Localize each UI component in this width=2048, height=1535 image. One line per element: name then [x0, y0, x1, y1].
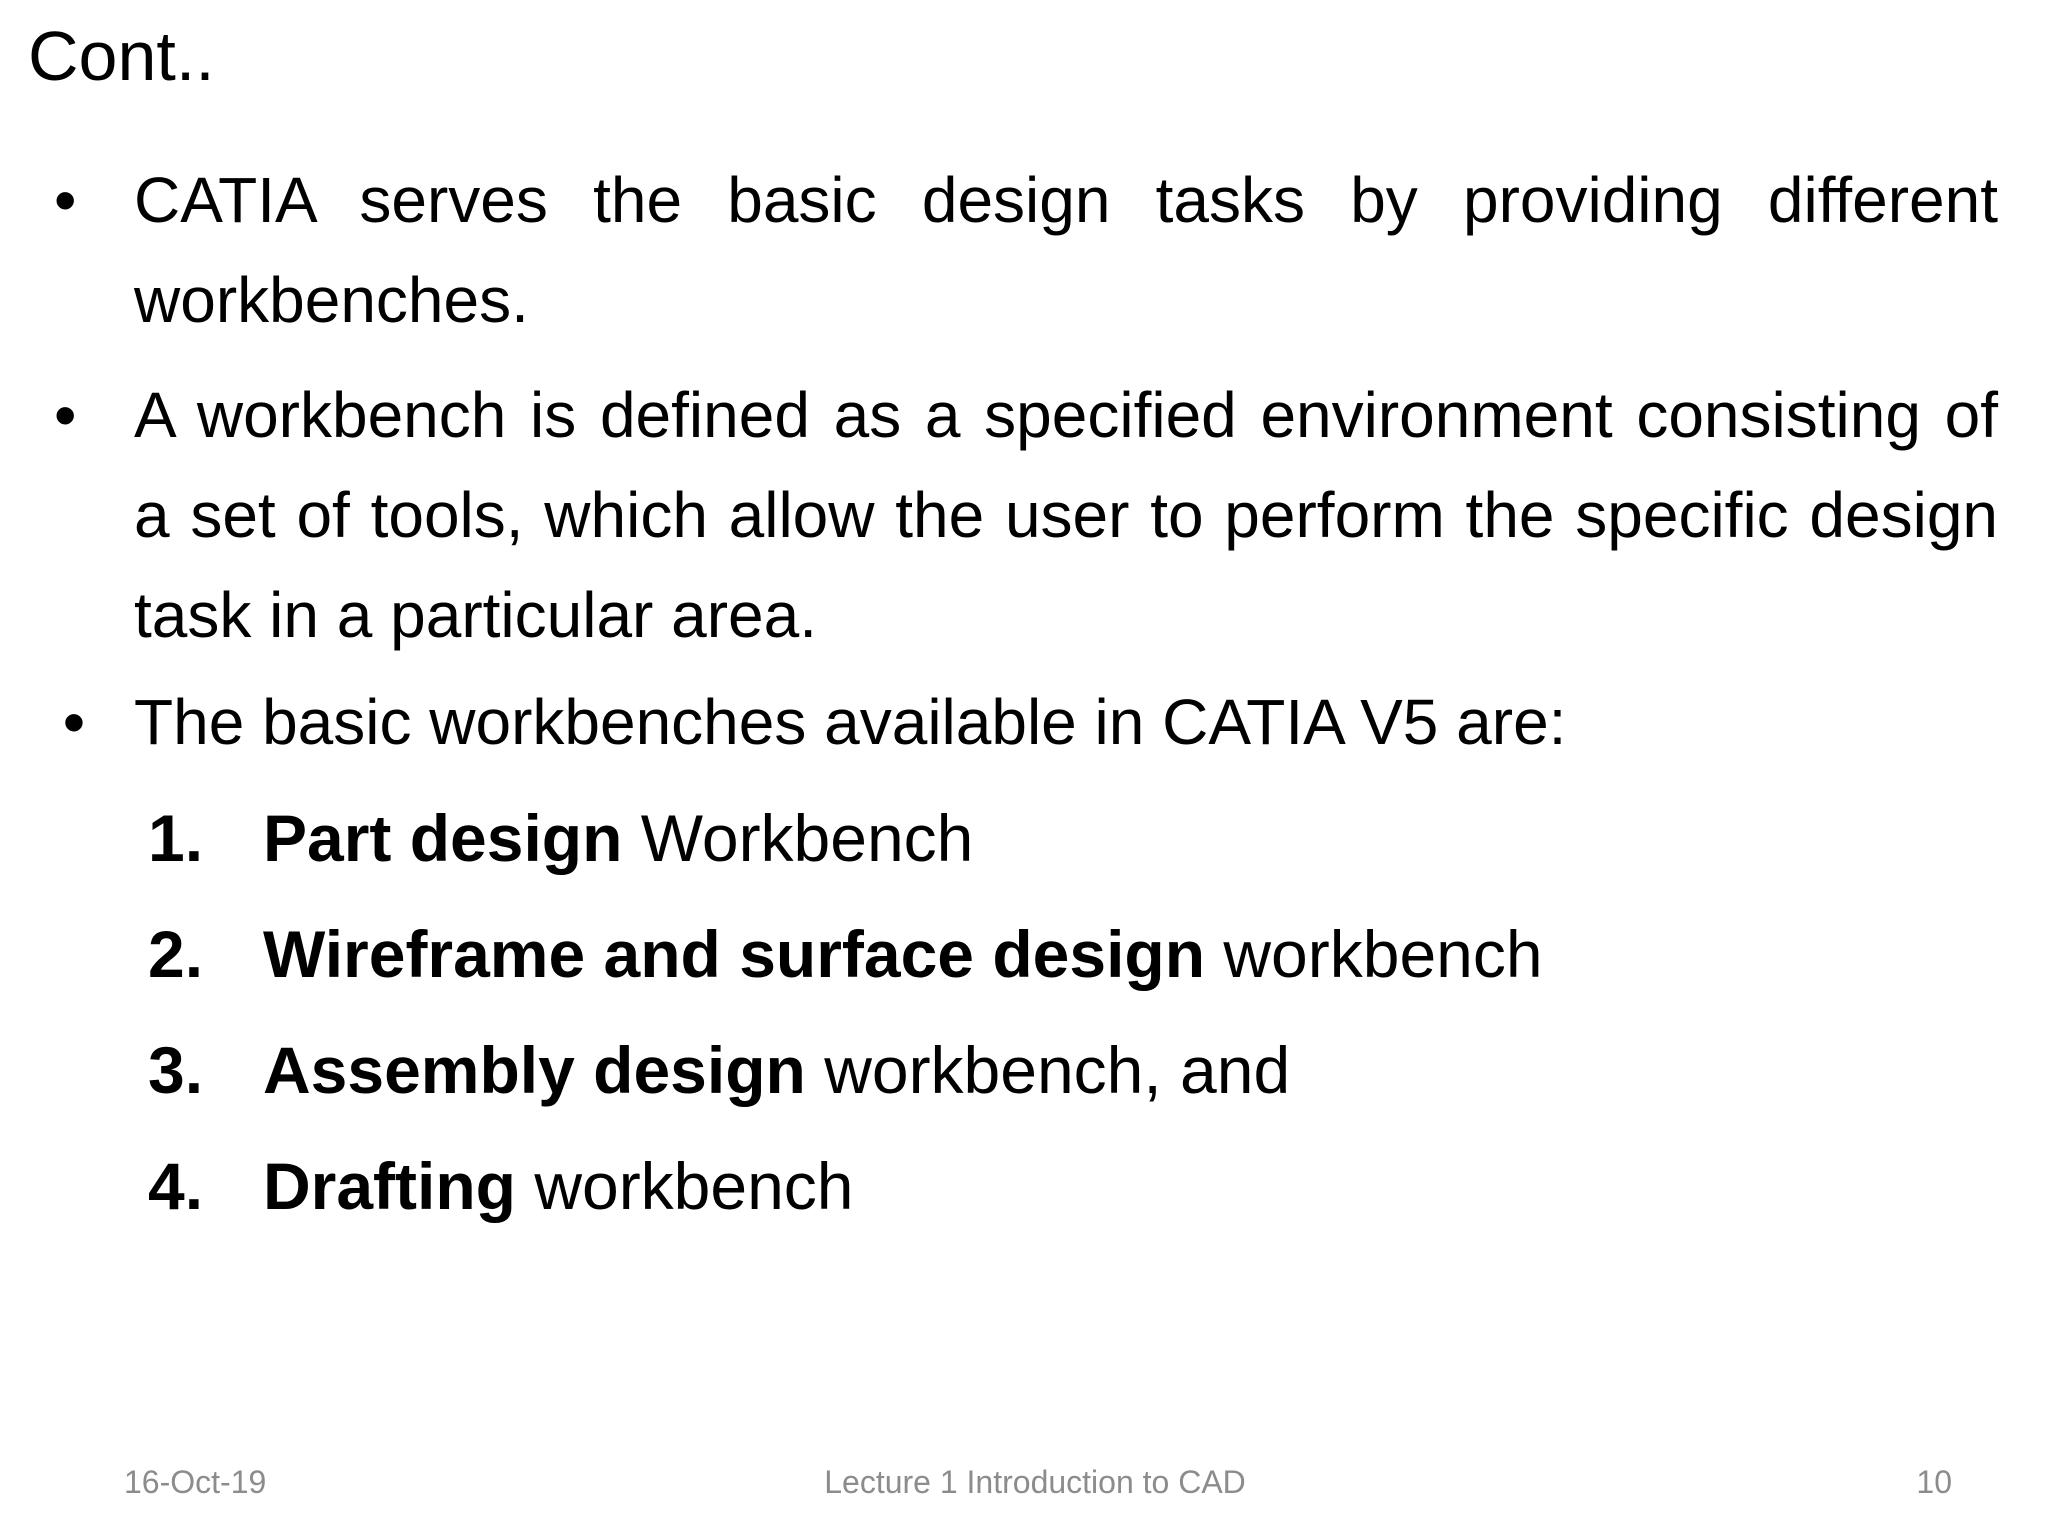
- workbench-suffix: workbench, and: [805, 1033, 1291, 1107]
- list-number: 4.: [148, 1149, 204, 1223]
- slide-title: Cont..: [28, 17, 215, 95]
- list-number: 1.: [148, 801, 204, 875]
- bullet-dot-icon: •: [62, 686, 86, 758]
- workbench-name: Wireframe and surface design: [263, 917, 1206, 991]
- workbench-suffix: workbench: [1205, 917, 1543, 991]
- bullet-dot-icon: •: [54, 379, 77, 451]
- workbench-suffix: workbench: [515, 1149, 854, 1223]
- numbered-list-item: [148, 904, 1948, 1004]
- bullet-dot-icon: •: [54, 164, 77, 236]
- workbench-suffix: Workbench: [622, 801, 974, 875]
- footer-date: 16-Oct-19: [124, 1464, 267, 1500]
- bullet-text: A workbench is defined as a specified environment consisting of a set of tools, which allow the user to perform the specific design task in a particular area.: [134, 379, 1998, 651]
- workbench-name: Part design: [263, 801, 623, 875]
- bullet-item: [62, 672, 1998, 772]
- workbench-name: Assembly design: [263, 1033, 806, 1107]
- workbench-name: Drafting: [263, 1149, 516, 1223]
- footer-page-number: 10: [1916, 1464, 1952, 1500]
- list-number: 3.: [148, 1033, 204, 1107]
- numbered-list-item: [148, 788, 1948, 888]
- numbered-list-item: [148, 1136, 1948, 1236]
- list-number: 2.: [148, 917, 204, 991]
- bullet-item: [54, 150, 1998, 350]
- footer-lecture-title: Lecture 1 Introduction to CAD: [824, 1464, 1246, 1500]
- numbered-list-item: [148, 1020, 1948, 1120]
- bullet-item: [54, 365, 1998, 665]
- bullet-text: CATIA serves the basic design tasks by providing different workbenches.: [134, 164, 1998, 336]
- bullet-text: The basic workbenches available in CATIA V5 are:: [134, 686, 1567, 758]
